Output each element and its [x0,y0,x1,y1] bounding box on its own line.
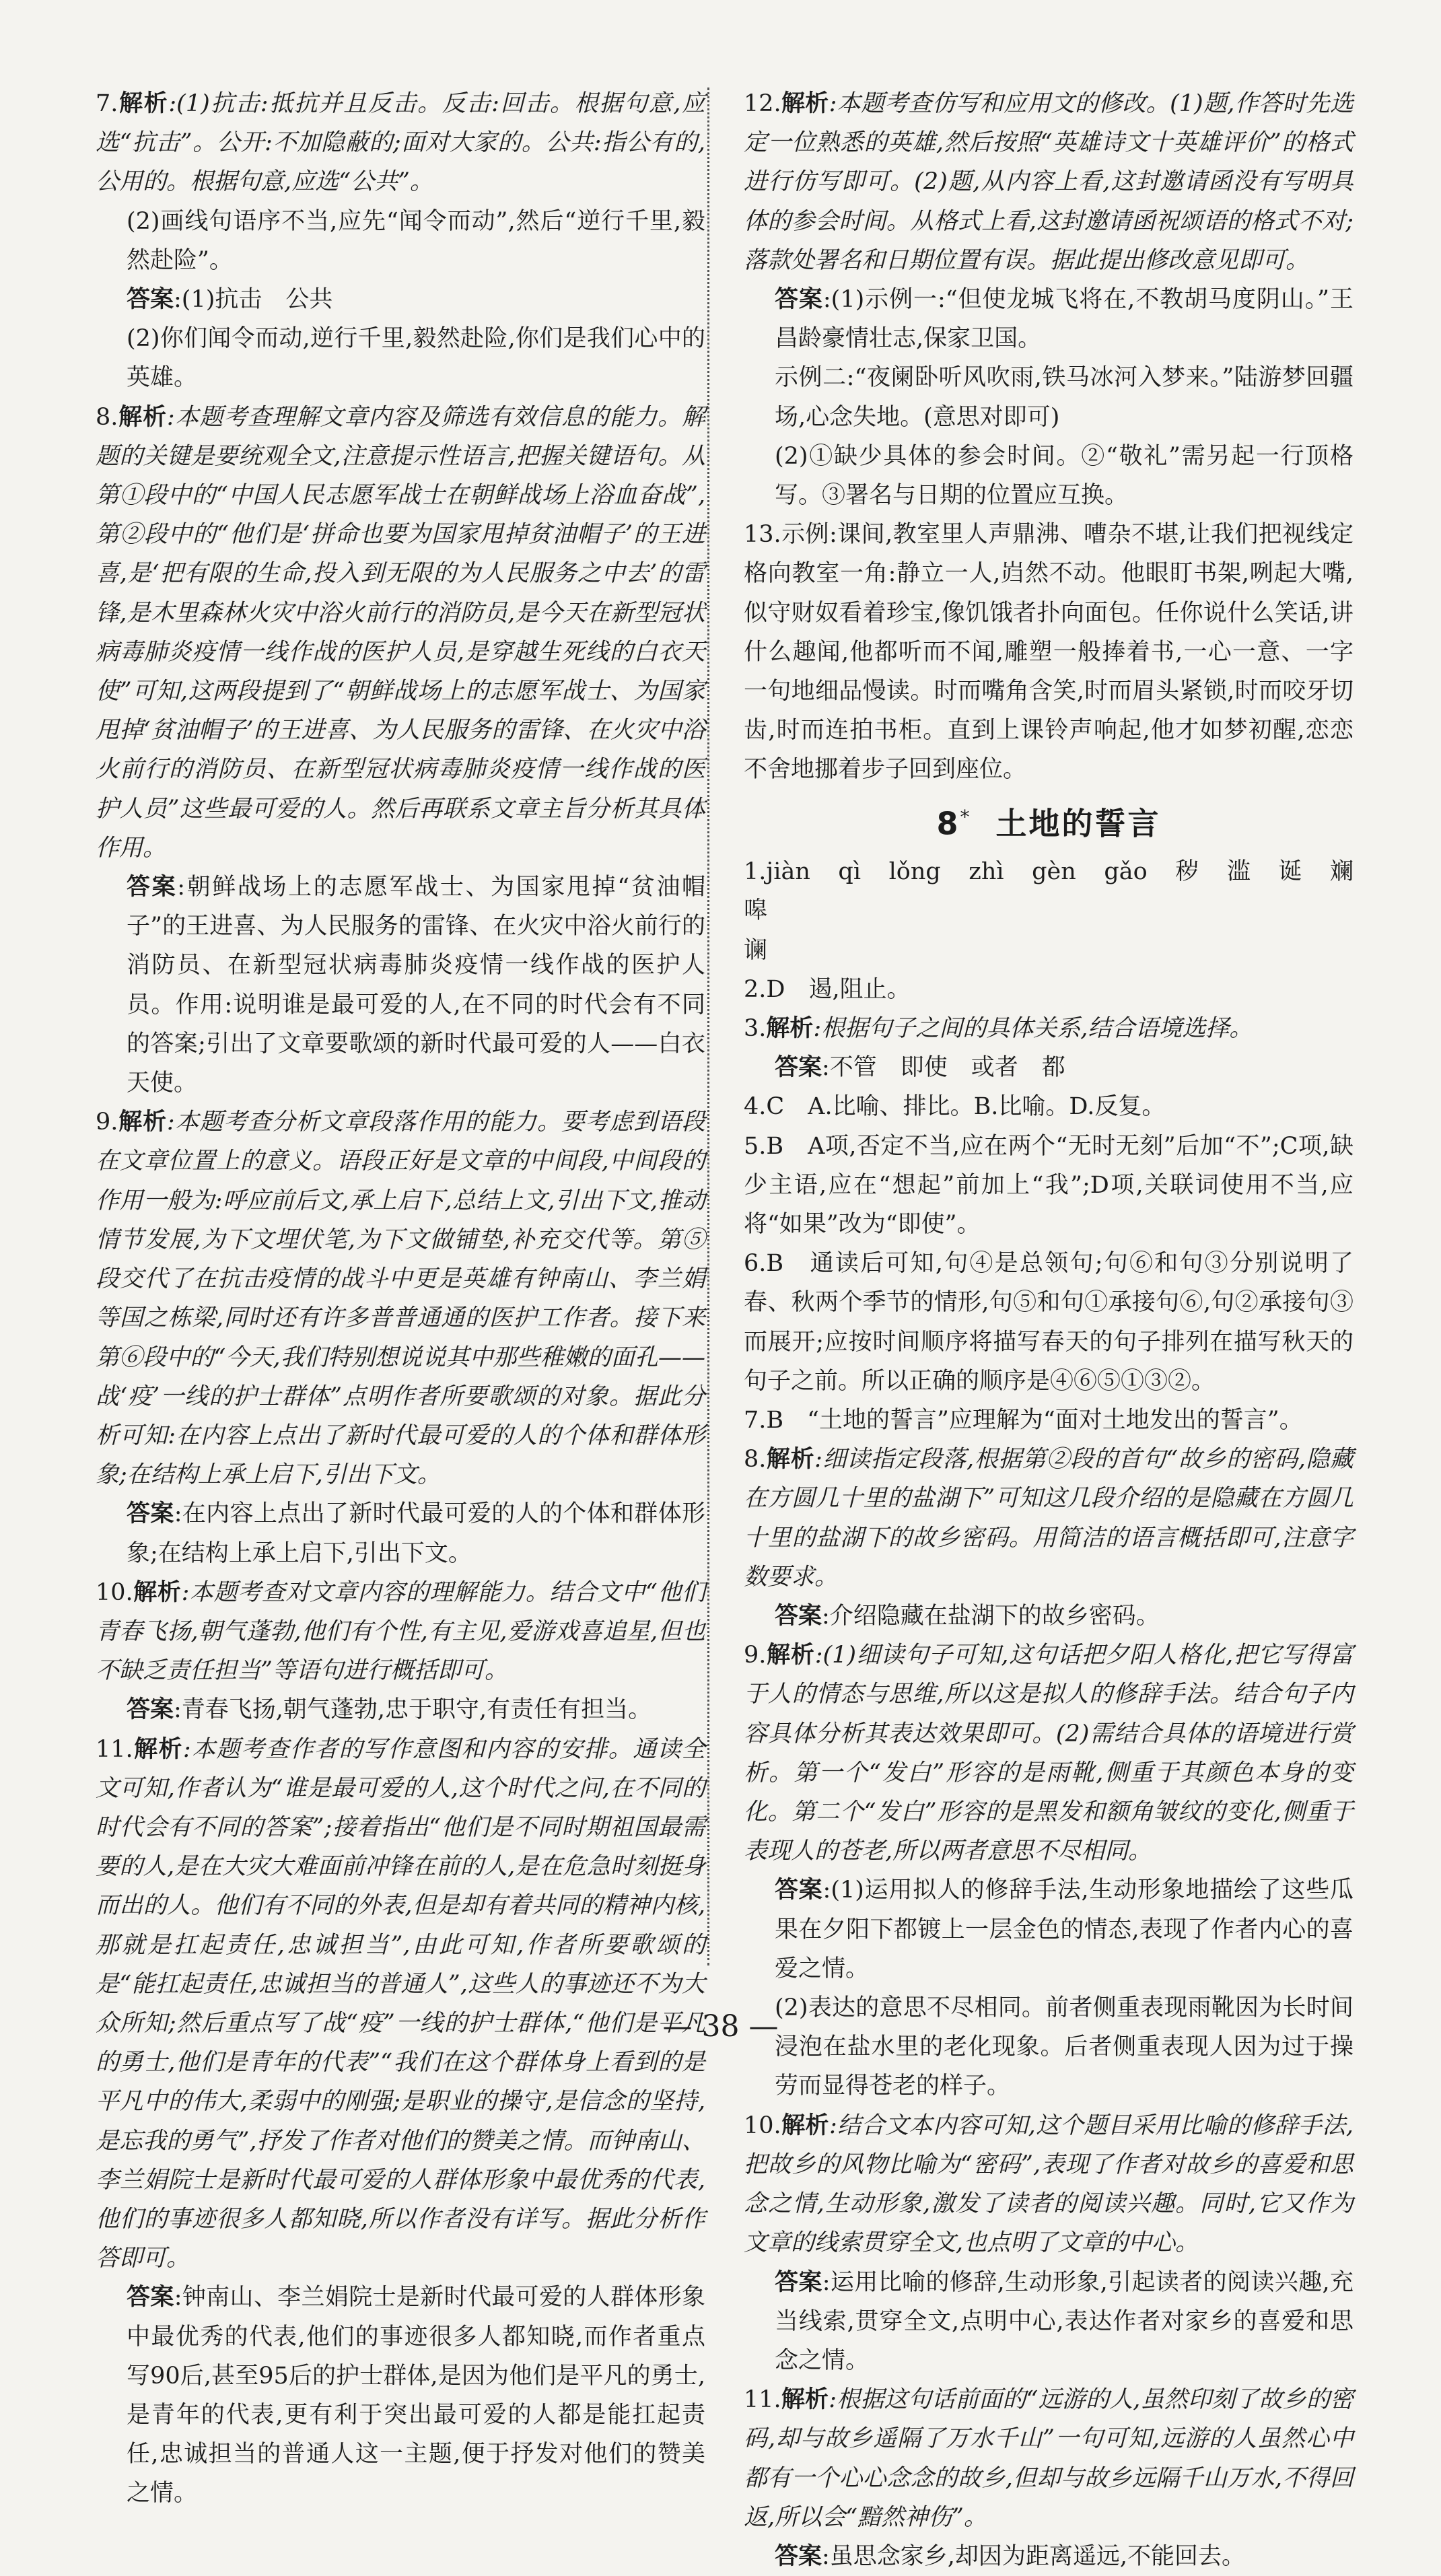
question-number: 6. [744,1250,767,1278]
question-number: 8. [96,403,118,431]
question-number: 8. [744,1446,767,1473]
block-text: :(1)细读句子可知,这句话把夕阳人格化,把它写得富于人的情态与思维,所以这是拟人的修辞手法。结合句子内容具体分析其表达效果即可。(2)需结合具体的语境进行赏析。第一个“发白”形容的是雨靴,侧重于其颜色本身的变化。第二个“发白”形容的是黑发和额角皱纹的变化,侧重于表现人的苍老,所以两者意思不尽相同。 [744,1642,1354,1865]
block-text: :介绍隐藏在盐湖下的故乡密码。 [822,1603,1160,1630]
block-text: :(1)示例一:“但使龙城飞将在,不教胡马度阴山。”王昌龄豪情壮志,保家卫国。 [775,286,1354,353]
question-number: 9. [744,1642,767,1669]
block-text: B “土地的誓言”应理解为“面对土地发出的誓言”。 [766,1407,1303,1434]
page-number: — 38 — [662,2009,779,2044]
block-text: :(1)抗击:抵抗并且反击。反击:回击。根据句意,应选“抗击”。公开:不加隐蔽的;面对大家的。公共:指公有的,公用的。根据句意,应选“公共”。 [96,90,705,196]
block-text: :本题考查仿写和应用文的修改。(1)题,作答时先选定一位熟悉的英雄,然后按照“英雄诗文十英雄评价”的格式进行仿写即可。(2)题,从内容上看,这封邀请函没有写明具体的参会时间。从格式上看,这封邀请函祝颂语的格式不对;落款处署名和日期位置有误。据此提出修改意见即可。 [744,90,1354,274]
question-number: 10. [744,2112,781,2139]
pinyin-line: jiàn qì lǒng zhì gèn gǎo 秽 滥 诞 斓 嗥 [744,858,1378,925]
block-text: :结合文本内容可知,这个题目采用比喻的修辞手法,把故乡的风物比喻为“密码”,表现了作者对故乡的喜爱和思念之情,生动形象,激发了读者的阅读兴趣。同时,它又作为文章的线索贯穿全文,也点明了文章的中心。 [744,2112,1354,2257]
block-text: :青春飞扬,朝气蓬勃,忠于职守,有责任有担当。 [174,1696,652,1724]
answer-block [127,319,705,397]
label-tag: 解析 [766,1446,815,1473]
question-number: 10. [96,1578,133,1606]
block-text: 示例:课间,教室里人声鼎沸、嘈杂不堪,让我们把视线定格向教室一角:静立一人,岿然不动。他眼盯书架,咧起大嘴,似守财奴看着珍宝,像饥饿者扑向面包。任你说什么笑话,讲什么趣闻,他都听而不闻,雕塑一般捧着书,一心一意、一字一句地细品慢读。时而嘴角含笑,时而眉头紧锁,时而咬牙切齿,时而连拍书柜。直到上课铃声响起,他才如梦初醒,恋恋不舍地挪着步子回到座位。 [744,521,1354,784]
question-block [96,84,705,202]
question-number: 13. [744,521,781,549]
block-text: B 通读后可知,句④是总领句;句⑥和句③分别说明了春、秋两个季节的情形,句⑤和句①承接句⑥,句②承接句③而展开;应按时间顺序将描写春天的句子排列在描写秋天的句子之前。所以正确的顺序是④⑥⑤①③②。 [744,1250,1354,1395]
question-block [96,1730,705,2278]
label-tag: 答案 [775,1054,822,1082]
question-block [744,1244,1354,1401]
question-block [744,1401,1354,1440]
question-number: 11. [96,1735,133,1763]
question-block [744,515,1354,789]
label-tag: 答案 [127,286,174,314]
question-block [744,1127,1354,1245]
right-column-upper [744,84,1354,790]
block-text: :运用比喻的修辞,生动形象,引起读者的阅读兴趣,充当线索,贯穿全文,点明中心,表达作者对家乡的喜爱和思念之情。 [775,2268,1354,2374]
label-tag: 解析 [781,2112,829,2139]
label-tag: 解析 [118,1109,167,1136]
block-text: :本题考查对文章内容的理解能力。结合文中“他们青春飞扬,朝气蓬勃,他们有个性,有主见,爱游戏喜追星,但也不缺乏责任担当”等语句进行概括即可。 [96,1578,705,1685]
block-text: :本题考查理解文章内容及筛选有效信息的能力。解题的关键是要统观全文,注意提示性语言,把握关键语句。从第①段中的“中国人民志愿军战士在朝鲜战场上浴血奋战”,第②段中的“他们是‘拼命也要为国家甩掉贫油帽子’的王进喜,是‘把有限的生命,投入到无限的为人民服务之中去’的雷锋,是木里森林火灾中浴火前行的消防员,是今天在新型冠状病毒肺炎疫情一线作战的医护人员,是穿越生死线的白衣天使”可知,这两段提到了“朝鲜战场上的志愿军战士、为国家甩掉‘贫油帽子’的王进喜、为人民服务的雷锋、在火灾中浴火前行的消防员、在新型冠状病毒肺炎疫情一线作战的医护人员”这些最可爱的人。然后再联系文章主旨分析其具体作用。 [96,403,705,862]
question-number: 1. [744,858,767,886]
section-star: * [960,805,972,828]
question-block [96,1573,705,1691]
question-block [744,1440,1354,1597]
section-title [744,798,1354,843]
label-tag: 解析 [766,1642,815,1669]
label-tag: 答案 [127,874,178,901]
question-number: 2. [744,975,767,1003]
question-block [744,1009,1354,1048]
label-tag: 答案 [775,2542,822,2570]
label-tag: 答案 [775,1877,823,1904]
block-text: :(1)抗击 公共 [174,286,333,314]
answer-block [775,358,1354,436]
question-block [96,398,705,868]
question-block [744,84,1354,280]
label-tag: 解析 [118,403,167,431]
block-text: :在内容上点出了新时代最可爱的人的个体和群体形象;在结构上承上启下,引出下文。 [127,1500,705,1567]
block-text: 谰 [744,936,768,964]
question-block [96,1103,705,1494]
label-tag: 答案 [775,286,823,314]
label-tag: 解析 [766,1015,814,1042]
question-number: 12. [744,90,781,117]
block-text: C A.比喻、排比。B.比喻。D.反复。 [766,1093,1166,1121]
question-block [744,2380,1354,2537]
question-number: 4. [744,1093,767,1121]
answer-block [127,280,705,319]
answer-block [775,2263,1354,2381]
question-block [744,1087,1354,1126]
question-number: 7. [744,1407,767,1434]
block-text: (2)你们闻令而动,逆行千里,毅然赴险,你们是我们心中的英雄。 [127,325,705,392]
right-column-lower [744,852,1378,2576]
label-tag: 解析 [118,90,169,117]
answer-block [127,1690,705,1729]
question-number: 3. [744,1015,767,1042]
block-text: (2)表达的意思不尽相同。前者侧重表现雨靴因为长时间浸泡在盐水里的老化现象。后者侧重表现人因为过于操劳而显得苍老的样子。 [775,1994,1354,2100]
block-text: (2)①缺少具体的参会时间。②“敬礼”需另起一行顶格写。③署名与日期的位置应互换。 [775,442,1354,510]
answer-block [127,1494,705,1572]
block-text: :虽思念家乡,却因为距离遥远,不能回去。 [822,2542,1246,2570]
question-block [744,1636,1354,1871]
answer-block [775,280,1354,358]
block-text: :根据句子之间的具体关系,结合语境选择。 [813,1015,1253,1042]
section-number: 8 [936,804,960,841]
block-text: :不管 即使 或者 都 [822,1054,1065,1082]
answer-block [775,437,1354,515]
section-title-text: 土地的誓言 [995,804,1161,841]
question-block [744,2106,1354,2263]
question-number: 7. [96,90,118,117]
question-number: 9. [96,1109,118,1136]
answer-block [775,1871,1354,1988]
label-tag: 答案 [127,2284,174,2311]
right-column [744,84,1378,2576]
column-divider [707,88,709,1965]
block-text: :(1)运用拟人的修辞手法,生动形象地描绘了这些瓜果在夕阳下都镀上一层金色的情态,表现了作者内心的喜爱之情。 [775,1877,1354,1982]
label-tag: 答案 [127,1696,174,1724]
label-tag: 答案 [127,1500,174,1528]
question-block [744,852,1378,970]
left-column [96,84,705,2513]
question-number: 11. [744,2386,781,2414]
label-tag: 答案 [775,1603,822,1630]
label-tag: 解析 [133,1735,183,1763]
block-text: :根据这句话前面的“远游的人,虽然印刻了故乡的密码,却与故乡遥隔了万水千山”一句可知,远游的人虽然心中都有一个心心念念的故乡,但却与故乡远隔千山万水,不得回返,所以会“黯然神伤”。 [744,2386,1354,2531]
answer-block [127,202,705,280]
block-text: :钟南山、李兰娟院士是新时代最可爱的人群体形象中最优秀的代表,他们的事迹很多人都知晓,而作者重点写90后,甚至95后的护士群体,是因为他们是平凡的勇士,是青年的代表,更有利于突出最可爱的人都是能扛起责任,忠诚担当的普通人这一主题,便于抒发对他们的赞美之情。 [127,2284,705,2507]
question-number: 5. [744,1132,767,1160]
answer-block [775,1597,1354,1636]
block-text: :细读指定段落,根据第②段的首句“故乡的密码,隐藏在方圆几十里的盐湖下”可知这几段介绍的是隐藏在方圆几十里的盐湖下的故乡密码。用简洁的语言概括即可,注意字数要求。 [744,1446,1354,1591]
block-text: :朝鲜战场上的志愿军战士、为国家甩掉“贫油帽子”的王进喜、为人民服务的雷锋、在火灾中浴火前行的消防员、在新型冠状病毒肺炎疫情一线作战的医护人员。作用:说明谁是最可爱的人,在不同的时代会有不同的答案;引出了文章要歌颂的新时代最可爱的人——白衣天使。 [127,874,705,1097]
answer-block [775,1048,1354,1087]
label-tag: 答案 [775,2268,822,2296]
label-tag: 解析 [133,1578,182,1606]
label-tag: 解析 [781,2386,829,2414]
block-text: :本题考查分析文章段落作用的能力。要考虑到语段在文章位置上的意义。语段正好是文章的中间段,中间段的作用一般为:呼应前后文,承上启下,总结上文,引出下文,推动情节发展,为下文埋伏笔,为下文做铺垫,补充交代等。第⑤段交代了在抗击疫情的战斗中更是英雄有钟南山、李兰娟等国之栋梁,同时还有许多普普通通的医护工作者。接下来第⑥段中的“今天,我们特别想说说其中那些稚嫩的面孔——战‘疫’一线的护士群体”点明作者所要歌颂的对象。据此分析可知:在内容上点出了新时代最可爱的人的个体和群体形象;在结构上承上启下,引出下文。 [96,1109,705,1489]
answer-block [127,868,705,1103]
block-text: D 遏,阻止。 [766,975,911,1003]
label-tag: 解析 [781,90,829,117]
block-text: 示例二:“夜阑卧听风吹雨,铁马冰河入梦来。”陆游梦回疆场,心念失地。(意思对即可) [775,364,1354,431]
question-block [744,970,1354,1009]
block-text: B A项,否定不当,应在两个“无时无刻”后加“不”;C项,缺少主语,应在“想起”前加上“我”;D项,关联词使用不当,应将“如果”改为“即使”。 [744,1132,1354,1239]
block-text: (2)画线句语序不当,应先“闻令而动”,然后“逆行千里,毅然赴险”。 [127,207,705,274]
answer-block [775,2537,1354,2576]
answer-block [127,2278,705,2513]
answer-block [775,1988,1354,2106]
block-text: :本题考查作者的写作意图和内容的安排。通读全文可知,作者认为“谁是最可爱的人,这个时代之问,在不同的时代会有不同的答案”;接着指出“他们是不同时期祖国最需要的人,是在大灾大难面前冲锋在前的人,是在危急时刻挺身而出的人。他们有不同的外表,但是却有着共同的精神内核,那就是扛起责任,忠诚担当”,由此可知,作者所要歌颂的是“能扛起责任,忠诚担当的普通人”,这些人的事迹还不为大众所知;然后重点写了战“疫”一线的护士群体,“他们是平凡的勇士,他们是青年的代表”“我们在这个群体身上看到的是平凡中的伟大,柔弱中的刚强;是职业的操守,是信念的坚持,是忘我的勇气”,抒发了作者对他们的赞美之情。而钟南山、李兰娟院士是新时代最可爱的人群体形象中最优秀的代表,他们的事迹很多人都知晓,所以作者没有详写。据此分析作答即可。 [96,1735,705,2272]
